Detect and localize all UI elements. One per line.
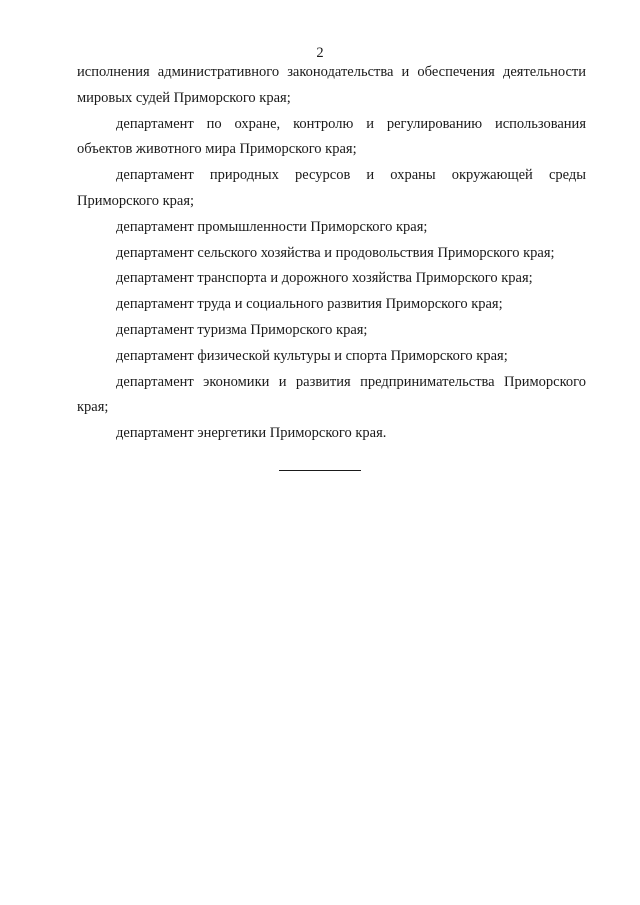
paragraph-3 — [77, 163, 586, 215]
paragraph-1-line-1: исполнения административного законодательства и обеспечения деятельности — [77, 64, 586, 80]
paragraph-7 — [77, 292, 586, 318]
end-of-document-rule — [279, 470, 361, 471]
paragraph-5 — [77, 241, 586, 267]
paragraph-1 — [77, 60, 586, 112]
paragraph-4-line-1: департамент промышленности Приморского края; — [116, 218, 428, 235]
paragraph-4 — [77, 215, 586, 241]
document-body — [77, 60, 586, 447]
paragraph-3-line-1: департамент природных ресурсов и охраны окружающей среды — [116, 167, 586, 184]
end-rule-wrap — [0, 458, 640, 476]
paragraph-2-line-1: департамент по охране, контролю и регулированию использования — [116, 115, 586, 132]
paragraph-11 — [77, 421, 586, 447]
page-number: 2 — [316, 45, 324, 61]
paragraph-7-line-1: департамент труда и социального развития Приморского края; — [116, 296, 503, 313]
paragraph-11-line-1: департамент энергетики Приморского края. — [116, 425, 387, 442]
paragraph-9-line-1: департамент физической культуры и спорта Приморского края; — [116, 347, 508, 364]
paragraph-8 — [77, 318, 586, 344]
paragraph-5-line-1: департамент сельского хозяйства и продовольствия Приморского края; — [116, 244, 555, 261]
paragraph-1-line-2: мировых судей Приморского края; — [77, 89, 291, 106]
paragraph-10 — [77, 370, 586, 422]
paragraph-2-line-2: объектов животного мира Приморского края; — [77, 141, 357, 158]
paragraph-10-line-1: департамент экономики и развития предпринимательства Приморского — [116, 373, 586, 390]
paragraph-9 — [77, 344, 586, 370]
paragraph-3-line-2: Приморского края; — [77, 192, 195, 209]
paragraph-6 — [77, 266, 586, 292]
paragraph-10-line-2: края; — [77, 399, 109, 416]
paragraph-8-line-1: департамент туризма Приморского края; — [116, 321, 368, 338]
paragraph-6-line-1: департамент транспорта и дорожного хозяйства Приморского края; — [116, 270, 533, 287]
paragraph-2 — [77, 112, 586, 164]
